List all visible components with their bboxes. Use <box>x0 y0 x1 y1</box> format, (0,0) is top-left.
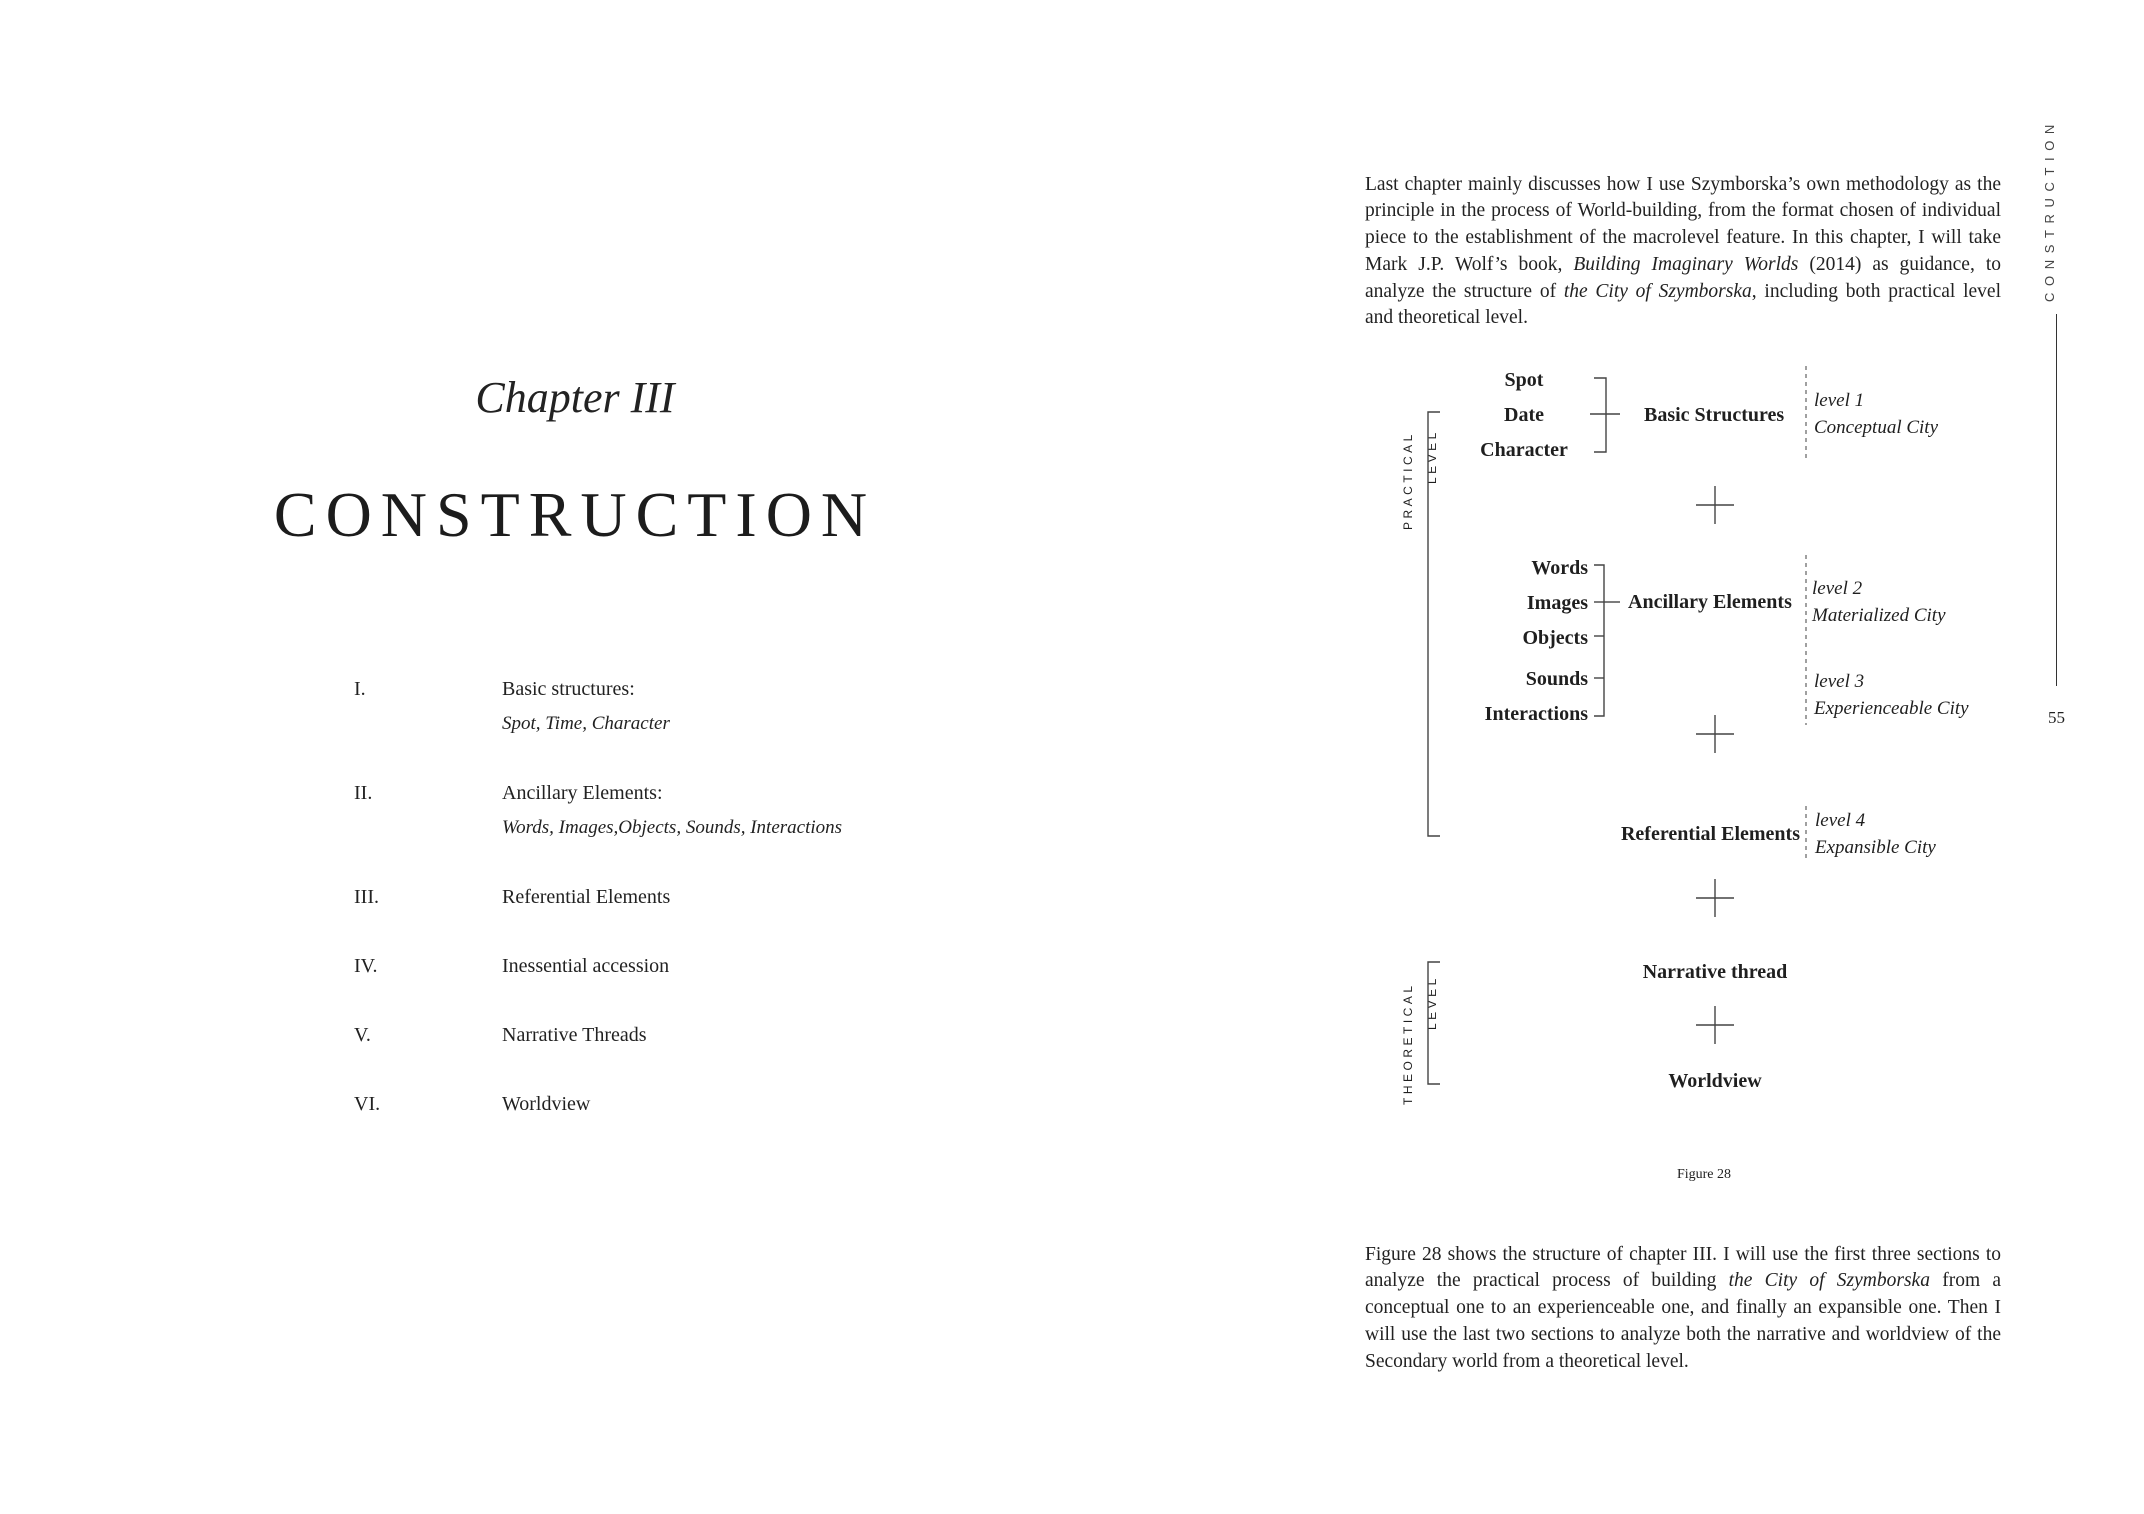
intro-text: (2014) as guidance, to analyze the structure of <box>1365 253 2001 302</box>
book-title: Building Imaginary Worlds <box>1573 253 1799 275</box>
outro-paragraph <box>1365 1242 2001 1376</box>
intro-text: Last chapter mainly discusses how I use Szymborska’s own methodology as the principle in the process of World-building, from the format chosen of individual piece to the establishment of the macrolevel feature. In this chapter, I will take Mark J.P. Wolf’s book, <box>1365 173 2001 275</box>
toc-number: I. <box>354 678 366 700</box>
toc-title: Basic structures: <box>502 678 635 700</box>
level-name: Materialized City <box>1812 605 1946 626</box>
outro-text: from a conceptual one to an experienceable one, and finally an expansible one. Then I will use the last two sections to analyze both the narrative and worldview of the Secondary world from a theoretical level. <box>1365 1270 2001 1372</box>
ancillary-item: Objects <box>1522 627 1588 649</box>
theoretical-level-label: LEVEL <box>1425 975 1439 1030</box>
level-name: Expansible City <box>1815 837 1936 858</box>
ancillary-group-label: Ancillary Elements <box>1628 591 1792 613</box>
toc-title: Ancillary Elements: <box>502 782 663 804</box>
narrative-label: Narrative thread <box>1642 961 1788 983</box>
chapter-label: Chapter III <box>475 373 675 422</box>
basic-item: Character <box>1480 439 1568 461</box>
running-header-text: CONSTRUCTION <box>2042 118 2057 302</box>
referential-group-label: Referential Elements <box>1620 823 1800 845</box>
basic-item: Date <box>1504 404 1544 426</box>
toc-title: Narrative Threads <box>502 1024 647 1046</box>
intro-paragraph <box>1365 172 2001 333</box>
toc-number: VI. <box>354 1093 381 1115</box>
intro-text: , including both practical level and theoretical level. <box>1365 280 2001 329</box>
toc-title: Inessential accession <box>502 955 670 977</box>
toc-title: Worldview <box>502 1093 591 1115</box>
toc-title: Referential Elements <box>502 886 671 908</box>
outro-text: Figure 28 shows the structure of chapter III. I will use the first three sections to analyze the practical process of building <box>1365 1243 2001 1292</box>
toc-number: II. <box>354 782 373 804</box>
level-number: level 1 <box>1814 390 1865 411</box>
basic-group-label: Basic Structures <box>1644 404 1785 426</box>
page-number: 55 <box>2048 708 2065 727</box>
practical-level-label: LEVEL <box>1425 429 1439 484</box>
city-title: the City of Szymborska <box>1563 280 1752 302</box>
toc-number: III. <box>354 886 379 908</box>
level-name: Experienceable City <box>1814 698 1969 719</box>
chapter-title: CONSTRUCTION <box>273 479 877 550</box>
city-title: the City of Szymborska <box>1728 1270 1930 1292</box>
level-number: level 3 <box>1814 671 1865 692</box>
ancillary-item: Images <box>1526 592 1588 614</box>
practical-label: PRACTICAL <box>1401 431 1415 530</box>
figure-caption: Figure 28 <box>1676 1167 1732 1182</box>
ancillary-item: Interactions <box>1484 703 1588 725</box>
basic-item: Spot <box>1504 369 1544 391</box>
level-number: level 4 <box>1815 810 1866 831</box>
running-header <box>2042 84 2072 684</box>
level-name: Conceptual City <box>1814 417 1939 438</box>
toc-number: IV. <box>354 955 378 977</box>
level-number: level 2 <box>1812 578 1863 599</box>
toc-number: V. <box>354 1024 371 1046</box>
running-header-rule <box>2056 314 2057 686</box>
worldview-label: Worldview <box>1668 1070 1762 1092</box>
toc-subtitle: Spot, Time, Character <box>502 713 670 734</box>
ancillary-item: Sounds <box>1525 668 1588 690</box>
ancillary-item: Words <box>1531 557 1588 579</box>
toc-subtitle: Words, Images,Objects, Sounds, Interactions <box>502 817 843 838</box>
theoretical-label: THEORETICAL <box>1401 982 1415 1105</box>
